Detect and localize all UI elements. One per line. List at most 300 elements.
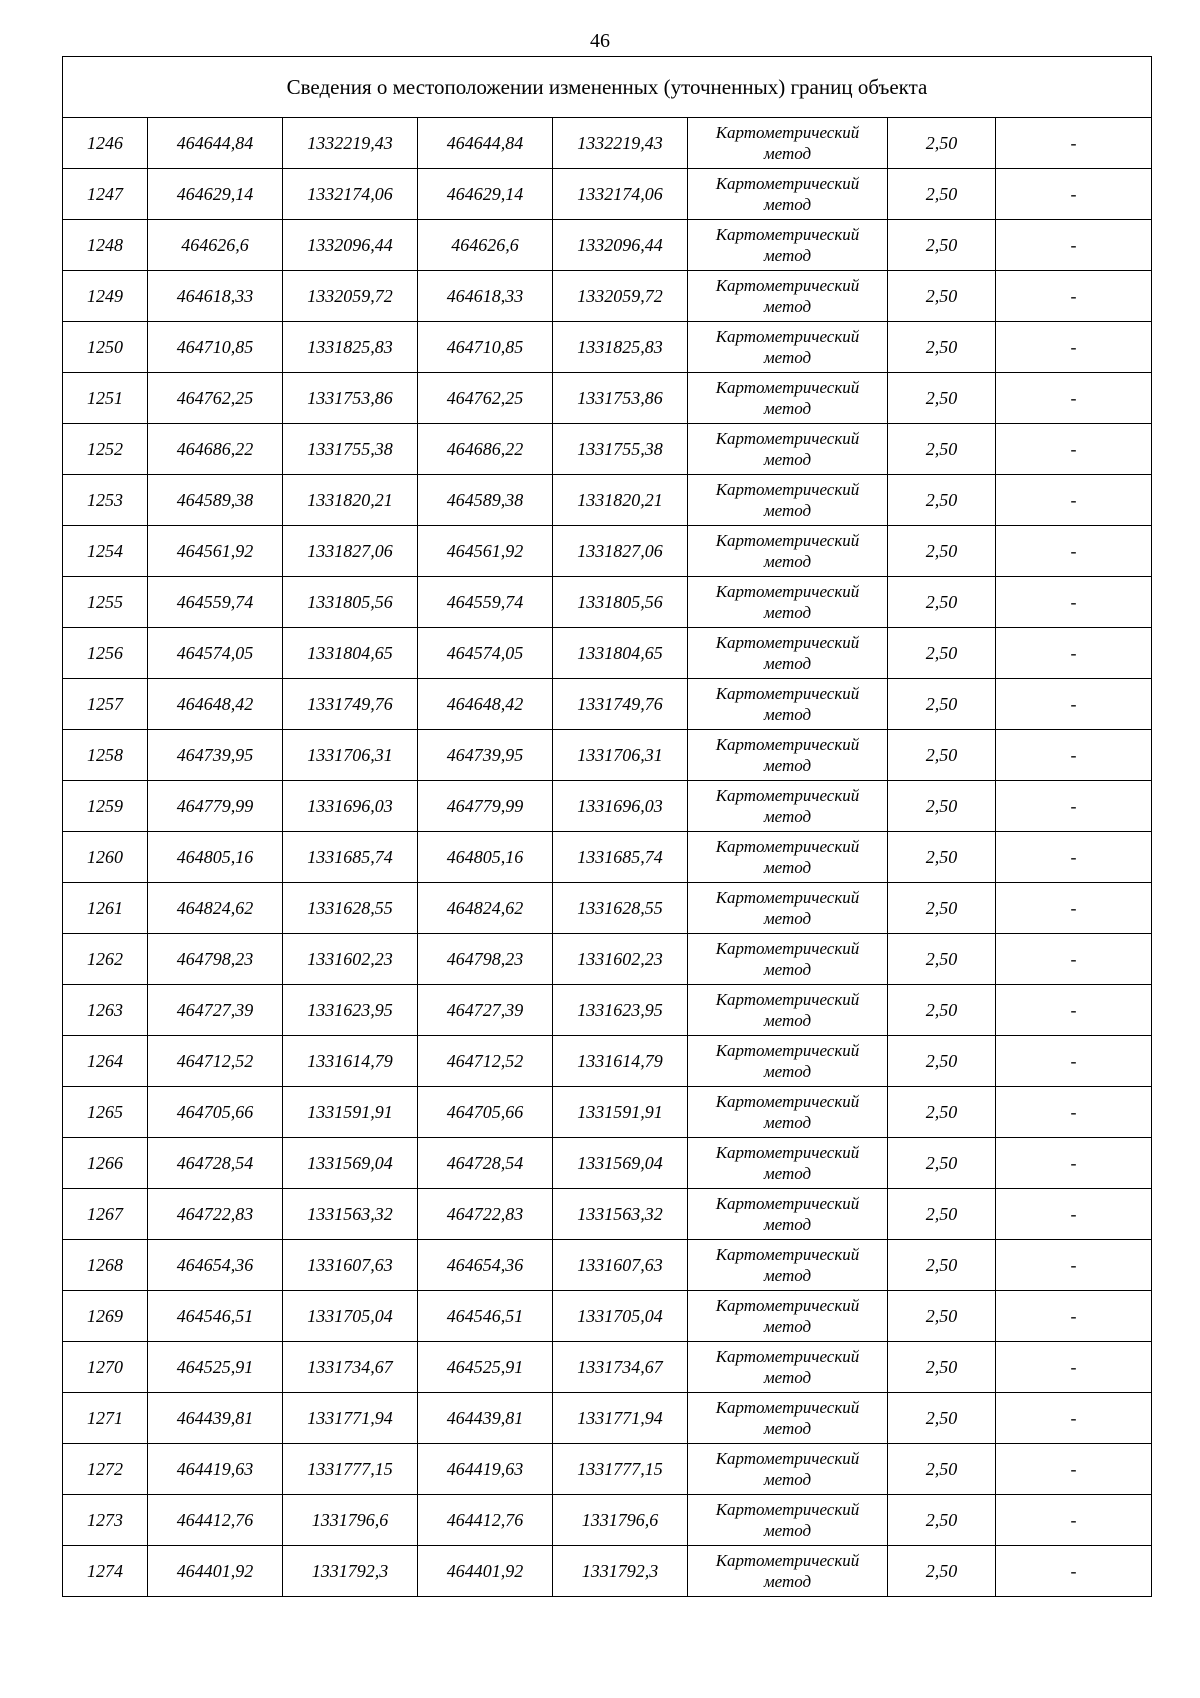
point-number-cell: 1260 xyxy=(63,832,148,883)
method-line-2: метод xyxy=(763,705,812,724)
accuracy-cell: 2,50 xyxy=(888,1087,996,1138)
refined-x-cell: 464686,22 xyxy=(418,424,553,475)
point-number-cell: 1272 xyxy=(63,1444,148,1495)
accuracy-cell: 2,50 xyxy=(888,1138,996,1189)
existing-x-cell: 464779,99 xyxy=(148,781,283,832)
existing-y-cell: 1331827,06 xyxy=(283,526,418,577)
note-cell: - xyxy=(996,475,1152,526)
refined-y-cell: 1331591,91 xyxy=(553,1087,688,1138)
refined-x-cell: 464654,36 xyxy=(418,1240,553,1291)
refined-x-cell: 464824,62 xyxy=(418,883,553,934)
refined-x-cell: 464546,51 xyxy=(418,1291,553,1342)
note-cell: - xyxy=(996,322,1152,373)
existing-y-cell: 1331755,38 xyxy=(283,424,418,475)
point-number-cell: 1270 xyxy=(63,1342,148,1393)
point-number-cell: 1261 xyxy=(63,883,148,934)
existing-y-cell: 1331734,67 xyxy=(283,1342,418,1393)
refined-y-cell: 1331706,31 xyxy=(553,730,688,781)
table-row xyxy=(63,934,1152,985)
existing-y-cell: 1331602,23 xyxy=(283,934,418,985)
accuracy-cell: 2,50 xyxy=(888,1444,996,1495)
refined-y-cell: 1331628,55 xyxy=(553,883,688,934)
existing-y-cell: 1332059,72 xyxy=(283,271,418,322)
existing-x-cell: 464629,14 xyxy=(148,169,283,220)
method-line-2: метод xyxy=(763,501,812,520)
note-cell: - xyxy=(996,1240,1152,1291)
method-line-2: метод xyxy=(763,858,812,877)
existing-y-cell: 1331685,74 xyxy=(283,832,418,883)
accuracy-cell: 2,50 xyxy=(888,169,996,220)
point-number-cell: 1267 xyxy=(63,1189,148,1240)
refined-x-cell: 464412,76 xyxy=(418,1495,553,1546)
method-line-2: метод xyxy=(763,246,812,265)
existing-y-cell: 1331820,21 xyxy=(283,475,418,526)
note-cell: - xyxy=(996,271,1152,322)
table-row xyxy=(63,1240,1152,1291)
existing-x-cell: 464412,76 xyxy=(148,1495,283,1546)
page-number: 46 xyxy=(590,30,610,52)
method-line-1: Картометрический xyxy=(715,225,860,244)
note-cell: - xyxy=(996,1189,1152,1240)
existing-y-cell: 1332096,44 xyxy=(283,220,418,271)
existing-x-cell: 464712,52 xyxy=(148,1036,283,1087)
accuracy-cell: 2,50 xyxy=(888,628,996,679)
method-cell xyxy=(688,271,888,322)
existing-x-cell: 464589,38 xyxy=(148,475,283,526)
accuracy-cell: 2,50 xyxy=(888,271,996,322)
refined-x-cell: 464644,84 xyxy=(418,118,553,169)
point-number-cell: 1263 xyxy=(63,985,148,1036)
refined-y-cell: 1331771,94 xyxy=(553,1393,688,1444)
refined-y-cell: 1331705,04 xyxy=(553,1291,688,1342)
boundary-coordinates-table xyxy=(62,56,1152,1597)
table-row xyxy=(63,1342,1152,1393)
existing-x-cell: 464644,84 xyxy=(148,118,283,169)
table-row xyxy=(63,985,1152,1036)
accuracy-cell: 2,50 xyxy=(888,1546,996,1597)
note-cell: - xyxy=(996,1444,1152,1495)
method-line-2: метод xyxy=(763,1062,812,1081)
method-cell xyxy=(688,322,888,373)
table-title-row xyxy=(63,57,1152,118)
accuracy-cell: 2,50 xyxy=(888,118,996,169)
table-row xyxy=(63,322,1152,373)
method-cell xyxy=(688,832,888,883)
method-line-1: Картометрический xyxy=(715,1347,860,1366)
accuracy-cell: 2,50 xyxy=(888,883,996,934)
method-line-2: метод xyxy=(763,1470,812,1489)
method-line-1: Картометрический xyxy=(715,633,860,652)
method-cell xyxy=(688,373,888,424)
method-cell xyxy=(688,1189,888,1240)
point-number-cell: 1266 xyxy=(63,1138,148,1189)
method-line-1: Картометрический xyxy=(715,429,860,448)
method-line-2: метод xyxy=(763,450,812,469)
note-cell: - xyxy=(996,781,1152,832)
existing-y-cell: 1331777,15 xyxy=(283,1444,418,1495)
refined-y-cell: 1331805,56 xyxy=(553,577,688,628)
method-cell xyxy=(688,1240,888,1291)
existing-x-cell: 464739,95 xyxy=(148,730,283,781)
table-row xyxy=(63,1036,1152,1087)
method-line-1: Картометрический xyxy=(715,1194,860,1213)
method-line-1: Картометрический xyxy=(715,837,860,856)
existing-y-cell: 1331792,3 xyxy=(283,1546,418,1597)
method-cell xyxy=(688,1087,888,1138)
method-line-2: метод xyxy=(763,1011,812,1030)
note-cell: - xyxy=(996,1546,1152,1597)
existing-x-cell: 464439,81 xyxy=(148,1393,283,1444)
accuracy-cell: 2,50 xyxy=(888,1495,996,1546)
refined-y-cell: 1331563,32 xyxy=(553,1189,688,1240)
method-cell xyxy=(688,883,888,934)
method-line-1: Картометрический xyxy=(715,1500,860,1519)
accuracy-cell: 2,50 xyxy=(888,322,996,373)
method-cell xyxy=(688,1444,888,1495)
table-row xyxy=(63,1189,1152,1240)
method-line-1: Картометрический xyxy=(715,327,860,346)
method-line-2: метод xyxy=(763,1521,812,1540)
existing-y-cell: 1331749,76 xyxy=(283,679,418,730)
refined-y-cell: 1332174,06 xyxy=(553,169,688,220)
note-cell: - xyxy=(996,832,1152,883)
method-line-1: Картометрический xyxy=(715,1449,860,1468)
table-row xyxy=(63,169,1152,220)
note-cell: - xyxy=(996,1393,1152,1444)
refined-x-cell: 464705,66 xyxy=(418,1087,553,1138)
method-line-2: метод xyxy=(763,603,812,622)
table-title: Сведения о местоположении измененных (уточненных) границ объекта xyxy=(63,57,1152,118)
point-number-cell: 1249 xyxy=(63,271,148,322)
method-line-2: метод xyxy=(763,1266,812,1285)
existing-x-cell: 464574,05 xyxy=(148,628,283,679)
accuracy-cell: 2,50 xyxy=(888,424,996,475)
existing-x-cell: 464824,62 xyxy=(148,883,283,934)
table-row xyxy=(63,577,1152,628)
existing-x-cell: 464419,63 xyxy=(148,1444,283,1495)
method-line-2: метод xyxy=(763,909,812,928)
method-line-2: метод xyxy=(763,1164,812,1183)
table-row xyxy=(63,1138,1152,1189)
method-line-1: Картометрический xyxy=(715,1092,860,1111)
existing-x-cell: 464401,92 xyxy=(148,1546,283,1597)
refined-y-cell: 1331623,95 xyxy=(553,985,688,1036)
refined-y-cell: 1331753,86 xyxy=(553,373,688,424)
existing-x-cell: 464727,39 xyxy=(148,985,283,1036)
refined-y-cell: 1331685,74 xyxy=(553,832,688,883)
existing-y-cell: 1331563,32 xyxy=(283,1189,418,1240)
table-row xyxy=(63,373,1152,424)
existing-x-cell: 464618,33 xyxy=(148,271,283,322)
point-number-cell: 1257 xyxy=(63,679,148,730)
refined-x-cell: 464561,92 xyxy=(418,526,553,577)
point-number-cell: 1265 xyxy=(63,1087,148,1138)
refined-y-cell: 1331796,6 xyxy=(553,1495,688,1546)
method-cell xyxy=(688,1495,888,1546)
method-line-2: метод xyxy=(763,399,812,418)
method-line-2: метод xyxy=(763,297,812,316)
note-cell: - xyxy=(996,424,1152,475)
existing-y-cell: 1331804,65 xyxy=(283,628,418,679)
accuracy-cell: 2,50 xyxy=(888,1240,996,1291)
point-number-cell: 1258 xyxy=(63,730,148,781)
point-number-cell: 1251 xyxy=(63,373,148,424)
table-row xyxy=(63,220,1152,271)
table-row xyxy=(63,424,1152,475)
method-cell xyxy=(688,577,888,628)
method-line-2: метод xyxy=(763,1215,812,1234)
note-cell: - xyxy=(996,1291,1152,1342)
table-row xyxy=(63,1495,1152,1546)
point-number-cell: 1247 xyxy=(63,169,148,220)
refined-y-cell: 1331607,63 xyxy=(553,1240,688,1291)
method-line-2: метод xyxy=(763,144,812,163)
method-line-2: метод xyxy=(763,1113,812,1132)
method-line-1: Картометрический xyxy=(715,888,860,907)
method-cell xyxy=(688,781,888,832)
accuracy-cell: 2,50 xyxy=(888,373,996,424)
refined-x-cell: 464574,05 xyxy=(418,628,553,679)
note-cell: - xyxy=(996,1138,1152,1189)
accuracy-cell: 2,50 xyxy=(888,781,996,832)
refined-y-cell: 1331820,21 xyxy=(553,475,688,526)
accuracy-cell: 2,50 xyxy=(888,679,996,730)
refined-y-cell: 1332096,44 xyxy=(553,220,688,271)
existing-x-cell: 464654,36 xyxy=(148,1240,283,1291)
existing-x-cell: 464686,22 xyxy=(148,424,283,475)
method-line-1: Картометрический xyxy=(715,1398,860,1417)
existing-y-cell: 1331825,83 xyxy=(283,322,418,373)
method-line-1: Картометрический xyxy=(715,174,860,193)
existing-x-cell: 464561,92 xyxy=(148,526,283,577)
refined-x-cell: 464805,16 xyxy=(418,832,553,883)
refined-x-cell: 464798,23 xyxy=(418,934,553,985)
note-cell: - xyxy=(996,1495,1152,1546)
method-cell xyxy=(688,679,888,730)
existing-y-cell: 1331753,86 xyxy=(283,373,418,424)
accuracy-cell: 2,50 xyxy=(888,934,996,985)
accuracy-cell: 2,50 xyxy=(888,526,996,577)
note-cell: - xyxy=(996,220,1152,271)
refined-y-cell: 1331804,65 xyxy=(553,628,688,679)
method-cell xyxy=(688,1393,888,1444)
existing-y-cell: 1332219,43 xyxy=(283,118,418,169)
existing-y-cell: 1331805,56 xyxy=(283,577,418,628)
existing-x-cell: 464762,25 xyxy=(148,373,283,424)
method-cell xyxy=(688,985,888,1036)
point-number-cell: 1256 xyxy=(63,628,148,679)
method-line-1: Картометрический xyxy=(715,1551,860,1570)
point-number-cell: 1252 xyxy=(63,424,148,475)
refined-y-cell: 1331602,23 xyxy=(553,934,688,985)
note-cell: - xyxy=(996,118,1152,169)
method-line-2: метод xyxy=(763,654,812,673)
method-line-1: Картометрический xyxy=(715,786,860,805)
method-line-2: метод xyxy=(763,960,812,979)
accuracy-cell: 2,50 xyxy=(888,1291,996,1342)
point-number-cell: 1255 xyxy=(63,577,148,628)
existing-y-cell: 1331771,94 xyxy=(283,1393,418,1444)
accuracy-cell: 2,50 xyxy=(888,1393,996,1444)
note-cell: - xyxy=(996,679,1152,730)
method-line-1: Картометрический xyxy=(715,480,860,499)
table-row xyxy=(63,1087,1152,1138)
method-cell xyxy=(688,934,888,985)
refined-x-cell: 464629,14 xyxy=(418,169,553,220)
refined-y-cell: 1331792,3 xyxy=(553,1546,688,1597)
point-number-cell: 1259 xyxy=(63,781,148,832)
method-cell xyxy=(688,118,888,169)
table-row xyxy=(63,883,1152,934)
existing-y-cell: 1332174,06 xyxy=(283,169,418,220)
refined-y-cell: 1332219,43 xyxy=(553,118,688,169)
refined-y-cell: 1331749,76 xyxy=(553,679,688,730)
refined-x-cell: 464525,91 xyxy=(418,1342,553,1393)
note-cell: - xyxy=(996,883,1152,934)
refined-x-cell: 464401,92 xyxy=(418,1546,553,1597)
point-number-cell: 1262 xyxy=(63,934,148,985)
table-row xyxy=(63,526,1152,577)
refined-x-cell: 464762,25 xyxy=(418,373,553,424)
method-line-1: Картометрический xyxy=(715,684,860,703)
refined-y-cell: 1331825,83 xyxy=(553,322,688,373)
accuracy-cell: 2,50 xyxy=(888,730,996,781)
method-line-1: Картометрический xyxy=(715,582,860,601)
method-line-1: Картометрический xyxy=(715,378,860,397)
refined-x-cell: 464648,42 xyxy=(418,679,553,730)
existing-x-cell: 464722,83 xyxy=(148,1189,283,1240)
existing-x-cell: 464525,91 xyxy=(148,1342,283,1393)
note-cell: - xyxy=(996,1087,1152,1138)
accuracy-cell: 2,50 xyxy=(888,985,996,1036)
refined-x-cell: 464589,38 xyxy=(418,475,553,526)
refined-y-cell: 1331696,03 xyxy=(553,781,688,832)
table-row xyxy=(63,679,1152,730)
note-cell: - xyxy=(996,985,1152,1036)
method-line-1: Картометрический xyxy=(715,1245,860,1264)
accuracy-cell: 2,50 xyxy=(888,577,996,628)
table-row xyxy=(63,271,1152,322)
method-cell xyxy=(688,526,888,577)
existing-y-cell: 1331628,55 xyxy=(283,883,418,934)
note-cell: - xyxy=(996,628,1152,679)
method-cell xyxy=(688,220,888,271)
existing-y-cell: 1331569,04 xyxy=(283,1138,418,1189)
accuracy-cell: 2,50 xyxy=(888,1189,996,1240)
refined-y-cell: 1331734,67 xyxy=(553,1342,688,1393)
existing-y-cell: 1331607,63 xyxy=(283,1240,418,1291)
refined-x-cell: 464439,81 xyxy=(418,1393,553,1444)
method-cell xyxy=(688,475,888,526)
refined-x-cell: 464728,54 xyxy=(418,1138,553,1189)
method-line-2: метод xyxy=(763,348,812,367)
refined-x-cell: 464722,83 xyxy=(418,1189,553,1240)
refined-x-cell: 464710,85 xyxy=(418,322,553,373)
refined-y-cell: 1331777,15 xyxy=(553,1444,688,1495)
note-cell: - xyxy=(996,169,1152,220)
note-cell: - xyxy=(996,730,1152,781)
accuracy-cell: 2,50 xyxy=(888,832,996,883)
refined-x-cell: 464618,33 xyxy=(418,271,553,322)
note-cell: - xyxy=(996,1342,1152,1393)
existing-x-cell: 464705,66 xyxy=(148,1087,283,1138)
point-number-cell: 1268 xyxy=(63,1240,148,1291)
table-row xyxy=(63,1393,1152,1444)
point-number-cell: 1274 xyxy=(63,1546,148,1597)
point-number-cell: 1248 xyxy=(63,220,148,271)
method-cell xyxy=(688,1291,888,1342)
existing-y-cell: 1331614,79 xyxy=(283,1036,418,1087)
table-row xyxy=(63,1291,1152,1342)
note-cell: - xyxy=(996,526,1152,577)
table-row xyxy=(63,1546,1152,1597)
note-cell: - xyxy=(996,373,1152,424)
table-row xyxy=(63,781,1152,832)
refined-y-cell: 1331569,04 xyxy=(553,1138,688,1189)
refined-x-cell: 464559,74 xyxy=(418,577,553,628)
method-line-1: Картометрический xyxy=(715,990,860,1009)
point-number-cell: 1253 xyxy=(63,475,148,526)
point-number-cell: 1271 xyxy=(63,1393,148,1444)
table-row xyxy=(63,1444,1152,1495)
refined-x-cell: 464419,63 xyxy=(418,1444,553,1495)
method-line-1: Картометрический xyxy=(715,939,860,958)
existing-y-cell: 1331591,91 xyxy=(283,1087,418,1138)
method-line-1: Картометрический xyxy=(715,1296,860,1315)
method-line-2: метод xyxy=(763,807,812,826)
existing-x-cell: 464648,42 xyxy=(148,679,283,730)
existing-y-cell: 1331696,03 xyxy=(283,781,418,832)
method-cell xyxy=(688,424,888,475)
existing-x-cell: 464559,74 xyxy=(148,577,283,628)
table-row xyxy=(63,730,1152,781)
table-row xyxy=(63,832,1152,883)
method-line-2: метод xyxy=(763,756,812,775)
method-line-2: метод xyxy=(763,1572,812,1591)
point-number-cell: 1269 xyxy=(63,1291,148,1342)
accuracy-cell: 2,50 xyxy=(888,1036,996,1087)
method-line-1: Картометрический xyxy=(715,1143,860,1162)
table-row xyxy=(63,628,1152,679)
refined-x-cell: 464779,99 xyxy=(418,781,553,832)
accuracy-cell: 2,50 xyxy=(888,475,996,526)
existing-y-cell: 1331796,6 xyxy=(283,1495,418,1546)
point-number-cell: 1273 xyxy=(63,1495,148,1546)
method-cell xyxy=(688,1546,888,1597)
refined-x-cell: 464727,39 xyxy=(418,985,553,1036)
method-cell xyxy=(688,628,888,679)
method-line-2: метод xyxy=(763,552,812,571)
point-number-cell: 1254 xyxy=(63,526,148,577)
existing-y-cell: 1331623,95 xyxy=(283,985,418,1036)
method-line-1: Картометрический xyxy=(715,276,860,295)
point-number-cell: 1264 xyxy=(63,1036,148,1087)
method-cell xyxy=(688,1138,888,1189)
method-cell xyxy=(688,169,888,220)
accuracy-cell: 2,50 xyxy=(888,1342,996,1393)
method-cell xyxy=(688,730,888,781)
method-cell xyxy=(688,1036,888,1087)
method-line-2: метод xyxy=(763,1419,812,1438)
point-number-cell: 1250 xyxy=(63,322,148,373)
method-line-1: Картометрический xyxy=(715,531,860,550)
note-cell: - xyxy=(996,934,1152,985)
method-line-2: метод xyxy=(763,1368,812,1387)
refined-y-cell: 1332059,72 xyxy=(553,271,688,322)
point-number-cell: 1246 xyxy=(63,118,148,169)
existing-x-cell: 464626,6 xyxy=(148,220,283,271)
refined-y-cell: 1331827,06 xyxy=(553,526,688,577)
